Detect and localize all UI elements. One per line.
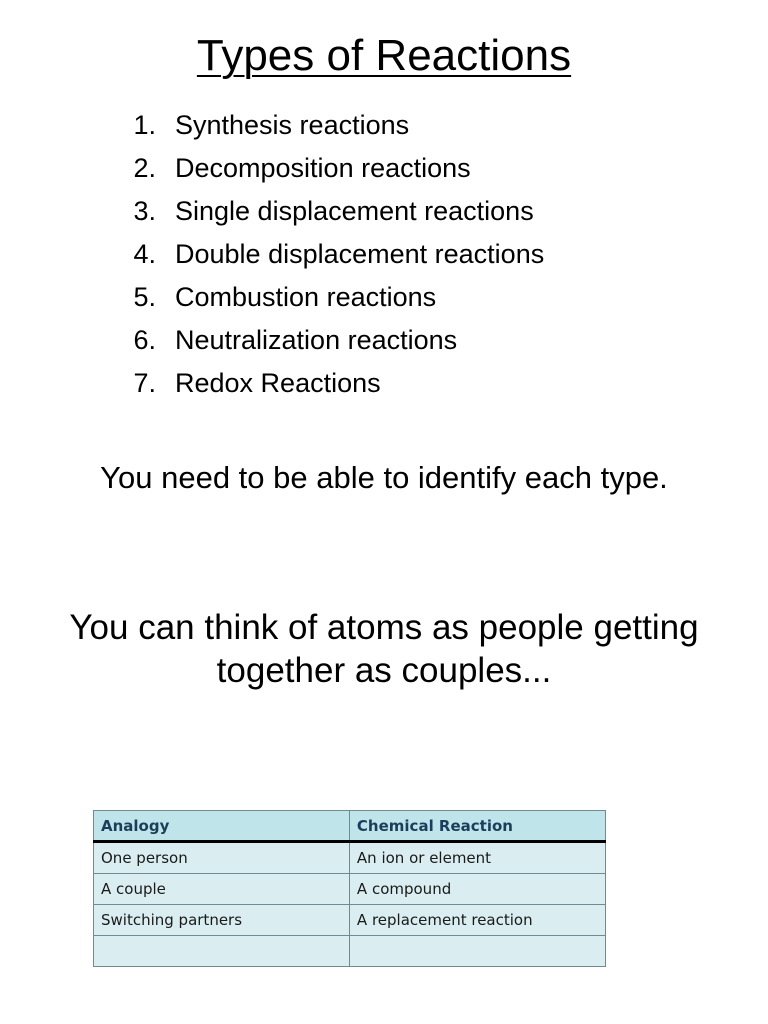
reaction-types-list	[100, 106, 544, 407]
list-item	[100, 235, 544, 278]
list-item-number: 6.	[133, 325, 156, 355]
page-title: Types of Reactions	[196, 31, 572, 80]
column-header-analogy: Analogy	[94, 811, 350, 842]
table-row	[94, 936, 606, 967]
list-item	[100, 106, 544, 149]
table-cell: An ion or element	[349, 842, 605, 874]
list-item-number: 3.	[133, 196, 156, 226]
table-cell: A couple	[94, 874, 350, 905]
table-row	[94, 905, 606, 936]
list-item-number: 2.	[133, 153, 156, 183]
list-item-number: 5.	[133, 282, 156, 312]
table-cell	[94, 936, 350, 967]
table-row	[94, 842, 606, 874]
table-cell	[349, 936, 605, 967]
list-item	[100, 149, 544, 192]
table-row	[94, 874, 606, 905]
table-cell: A replacement reaction	[349, 905, 605, 936]
list-item	[100, 278, 544, 321]
list-item	[100, 321, 544, 364]
couples-analogy-statement: You can think of atoms as people getting together as couples...	[69, 608, 699, 690]
list-item-label: Combustion reactions	[175, 282, 437, 312]
list-item-number: 7.	[133, 368, 156, 398]
list-item	[100, 192, 544, 235]
list-item-label: Decomposition reactions	[175, 153, 471, 183]
list-item-label: Synthesis reactions	[175, 110, 410, 140]
identify-statement: You need to be able to identify each type.	[100, 460, 668, 495]
list-item-number: 4.	[133, 239, 156, 269]
table-cell: A compound	[349, 874, 605, 905]
list-item-label: Single displacement reactions	[175, 196, 534, 226]
table-header-row	[94, 811, 606, 842]
table-cell: Switching partners	[94, 905, 350, 936]
column-header-chemical-reaction: Chemical Reaction	[349, 811, 605, 842]
list-item-label: Redox Reactions	[175, 368, 381, 398]
list-item-number: 1.	[133, 110, 156, 140]
table-cell: One person	[94, 842, 350, 874]
analogy-table	[93, 810, 606, 967]
list-item-label: Double displacement reactions	[175, 239, 545, 269]
list-item	[100, 364, 544, 407]
list-item-label: Neutralization reactions	[175, 325, 458, 355]
